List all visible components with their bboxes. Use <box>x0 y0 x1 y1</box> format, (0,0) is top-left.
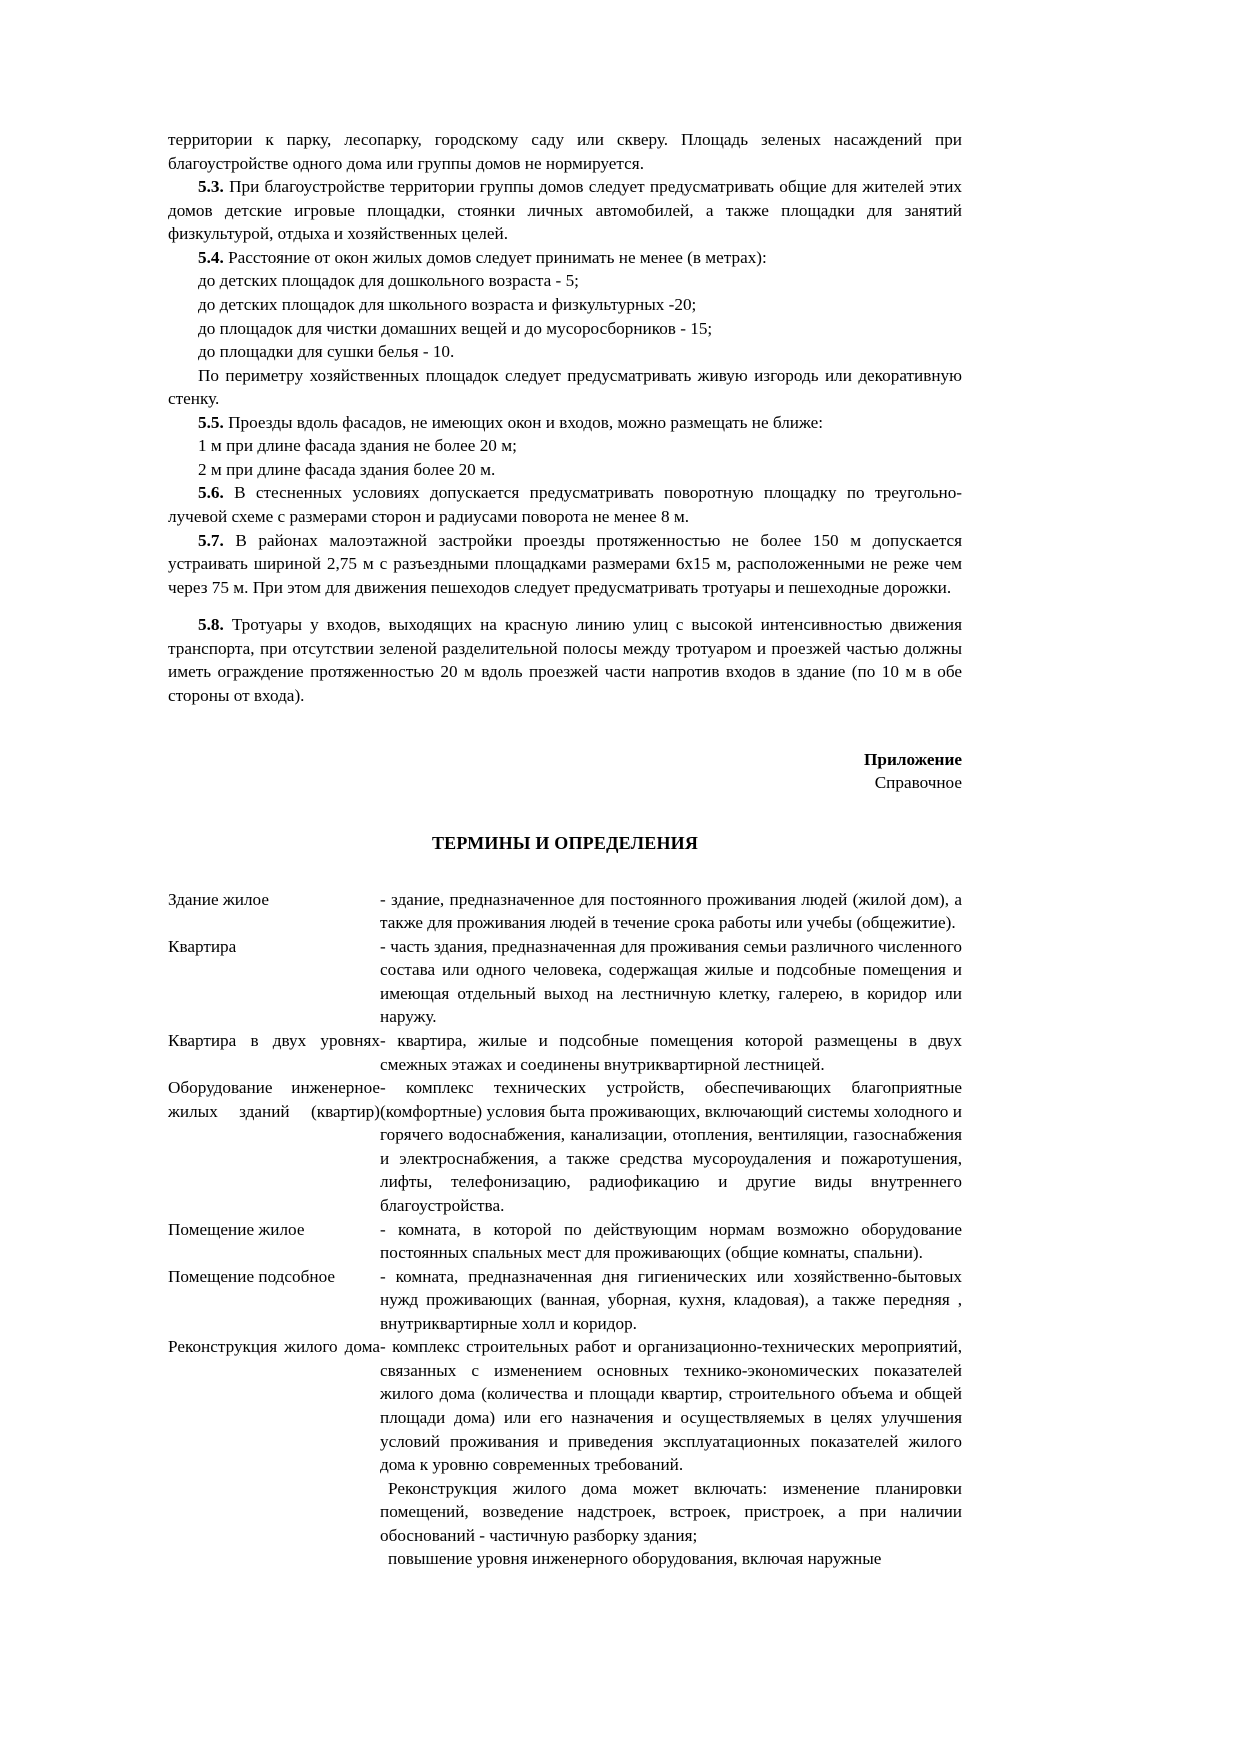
list-item-5-4-3: до площадок для чистки домашних вещей и до мусоросборников - 15; <box>198 318 713 338</box>
clause-number-5-5: 5.5. <box>198 412 224 432</box>
appendix-block <box>168 748 962 795</box>
term-definition <box>380 1265 962 1336</box>
definition-paragraph: - здание, предназначенное для постоянного проживания людей (жилой дом), а также для проживания людей в течение срока работы или учебы (общежитие). <box>380 889 962 933</box>
table-row <box>168 1335 962 1571</box>
definition-paragraph: - квартира, жилые и подсобные помещения которой размещены в двух смежных этажах и соединены внутриквартирной лестницей. <box>380 1031 962 1074</box>
table-row <box>168 935 962 1029</box>
clause-number-5-6: 5.6. <box>198 483 224 503</box>
table-row <box>168 1076 962 1217</box>
section-title: ТЕРМИНЫ И ОПРЕДЕЛЕНИЯ <box>431 832 699 853</box>
clause-number-5-7: 5.7. <box>198 530 224 550</box>
appendix-subtitle: Справочное <box>874 773 962 793</box>
definition-paragraph: - комплекс строительных работ и организационно-технических мероприятий, связанных с изменением основных технико-экономических показателей жилого дома (количества и площади квартир, строительного объема и общей площади дома) или его назначения и осуществляемых в целях улучшения условий проживания и приведения эксплуатационных показателей жилого дома к уровню современных требований. <box>380 1337 962 1475</box>
list-item-5-5-2: 2 м при длине фасада здания более 20 м. <box>198 459 496 479</box>
definition-paragraph: повышение уровня инженерного оборудования, включая наружные <box>388 1549 882 1569</box>
table-row <box>168 1265 962 1336</box>
term-definition <box>380 1335 962 1571</box>
term-label: Квартира в двух уровнях <box>168 1031 380 1050</box>
paragraph-5-7 <box>168 529 962 600</box>
term-label: Помещение жилое <box>168 1219 305 1239</box>
term-definition <box>380 1076 962 1217</box>
definition-paragraph: - комната, в которой по действующим нормам возможно оборудование постоянных спальных мест для проживающих (общие комнаты, спальни). <box>380 1219 962 1263</box>
term-definition <box>380 888 962 935</box>
list-item-5-4-1: до детских площадок для дошкольного возраста - 5; <box>198 271 579 291</box>
clause-number-5-3: 5.3. <box>198 177 224 197</box>
clause-text-5-8: Тротуары у входов, выходящих на красную линию улиц с высокой интенсивностью движения транспорта, при отсутствии зеленой разделительной полосы между тротуаром и проезжей частью должны иметь ограждение протяженностью 20 м вдоль проезжей части напротив входов в здание (по 10 м в обе стороны от входа). <box>168 615 963 705</box>
table-row <box>168 1029 962 1076</box>
definition-paragraph: Реконструкция жилого дома может включать: изменение планировки помещений, возведение надстроек, встроек, пристроек, а при наличии обоснований - частичную разборку здания; <box>380 1478 962 1545</box>
paragraph-intro: территории к парку, лесопарку, городскому саду или скверу. Площадь зеленых насаждений при благоустройстве одного дома или группы домов не нормируется. <box>168 130 962 173</box>
definition-paragraph: - часть здания, предназначенная для проживания семьи различного численного состава или одного человека, содержащая жилые и подсобные помещения и имеющая отдельный выход на лестничную клетку, галерею, в коридор или наружу. <box>380 936 962 1027</box>
terms-definitions-table <box>168 888 962 1571</box>
term-label: Оборудование инженерное жилых зданий (квартир) <box>168 1078 380 1121</box>
definition-paragraph: - комната, предназначенная дня гигиенических или хозяйственно-бытовых нужд проживающих (ванная, уборная, кухня, кладовая), а также передняя , внутриквартирные холл и коридор. <box>380 1266 962 1333</box>
paragraph-perimeter: По периметру хозяйственных площадок следует предусматривать живую изгородь или декоративную стенку. <box>168 365 962 409</box>
clause-text-5-3: При благоустройстве территории группы домов следует предусматривать общие для жителей этих домов детские игровые площадки, стоянки личных автомобилей, а также площадки для занятий физкультурой, отдыха и хозяйственных целей. <box>168 177 962 244</box>
paragraph-5-3 <box>168 175 962 246</box>
term-label: Здание жилое <box>168 889 269 909</box>
clause-text-5-6: В стесненных условиях допускается предусматривать поворотную площадку по треугольно-лучевой схеме с размерами сторон и радиусами поворота не менее 8 м. <box>168 483 963 526</box>
clause-number-5-8: 5.8. <box>198 615 224 635</box>
term-definition <box>380 935 962 1029</box>
clause-text-5-5: Проезды вдоль фасадов, не имеющих окон и входов, можно размещать не ближе: <box>228 412 824 432</box>
term-definition <box>380 1218 962 1265</box>
term-definition <box>380 1029 962 1076</box>
body-text-block <box>168 128 962 708</box>
list-item-5-4-2: до детских площадок для школьного возраста и физкультурных -20; <box>198 294 697 314</box>
table-row <box>168 888 962 935</box>
definition-paragraph: - комплекс технических устройств, обеспечивающих благоприятные (комфортные) условия быта проживающих, включающий системы холодного и горячего водоснабжения, канализации, отопления, вентиляции, газоснабжения и электроснабжения, а также средства мусороудаления и пожаротушения, лифты, телефонизацию, радиофикацию и другие виды внутреннего благоустройства. <box>380 1078 962 1215</box>
term-label: Квартира <box>168 936 237 956</box>
table-row <box>168 1218 962 1265</box>
paragraph-gap <box>168 599 962 613</box>
paragraph-5-8 <box>168 613 962 707</box>
term-label: Помещение подсобное <box>168 1266 336 1286</box>
paragraph-5-4 <box>168 246 962 270</box>
list-item-5-4-4: до площадки для сушки белья - 10. <box>198 342 455 362</box>
list-item-5-5-1: 1 м при длине фасада здания не более 20 м; <box>198 436 517 456</box>
paragraph-5-5 <box>168 411 962 435</box>
clause-text-5-4: Расстояние от окон жилых домов следует принимать не менее (в метрах): <box>228 247 767 267</box>
term-label: Реконструкция жилого дома <box>168 1337 380 1357</box>
paragraph-5-6 <box>168 481 962 528</box>
clause-text-5-7: В районах малоэтажной застройки проезды протяженностью не более 150 м допускается устраивать шириной 2,75 м с разъездными площадками размерами 6х15 м, расположенными не реже чем через 75 м. При этом для движения пешеходов следует предусматривать тротуары и пешеходные дорожки. <box>168 530 962 597</box>
clause-number-5-4: 5.4. <box>198 247 224 267</box>
appendix-title: Приложение <box>864 749 962 769</box>
